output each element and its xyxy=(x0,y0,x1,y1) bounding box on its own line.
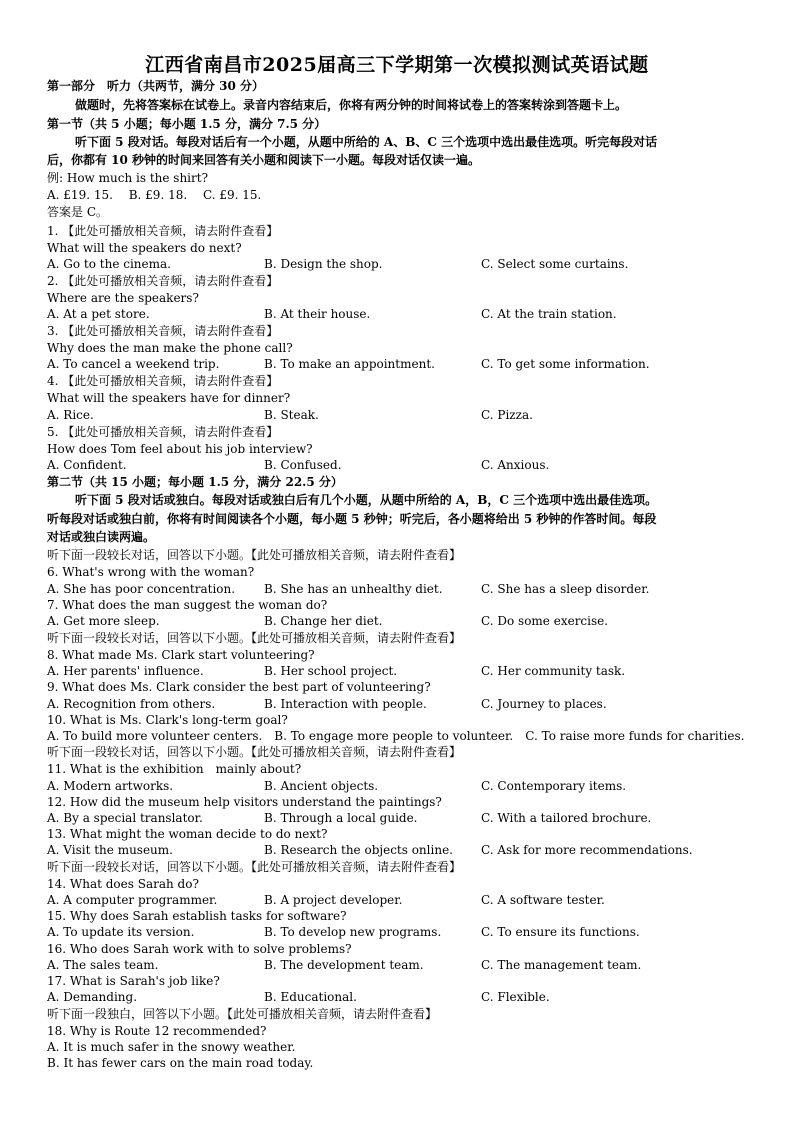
q5-option-c: C. Anxious. xyxy=(481,458,550,472)
q11-option-b: B. Ancient objects. xyxy=(264,779,379,793)
q3-option-a: A. To cancel a weekend trip. xyxy=(47,357,220,371)
q5-audio-line xyxy=(47,424,752,440)
q12-option-b: B. Through a local guide. xyxy=(264,811,418,825)
section1-heading: 第一节（共 5 小题；每小题 1.5 分，满分 7.5 分） xyxy=(47,117,327,131)
q9-option-b: B. Interaction with people. xyxy=(264,697,427,711)
q8-option-c: C. Her community task. xyxy=(481,664,626,678)
q4-option-c: C. Pizza. xyxy=(481,408,533,422)
q9-option-c: C. Journey to places. xyxy=(481,697,607,711)
q2-question: Where are the speakers? xyxy=(47,291,199,305)
audio-note[interactable]: 【此处可播放相关音频，请去附件查看】 xyxy=(62,324,279,338)
q2-option-a: A. At a pet store. xyxy=(47,307,150,321)
q1-option-b: B. Design the shop. xyxy=(264,257,383,271)
q5-number: 5. xyxy=(47,425,59,439)
q18-option-b: B. It has fewer cars on the main road today. xyxy=(47,1056,314,1070)
monologue-prompt[interactable]: 听下面一段独白，回答以下小题。【此处可播放相关音频，请去附件查看】 xyxy=(47,1007,438,1021)
audio-note[interactable]: 【此处可播放相关音频，请去附件查看】 xyxy=(62,374,279,388)
q2-audio-line xyxy=(47,273,752,289)
section1-instruction-2: 后，你都有 10 秒钟的时间来回答有关小题和阅读下一小题。每段对话仅读一遍。 xyxy=(47,153,481,167)
section2-instruction-3: 对话或独白读两遍。 xyxy=(47,530,156,544)
q13-option-c: C. Ask for more recommendations. xyxy=(481,843,693,857)
part1-instruction: 做题时，先将答案标在试卷上。录音内容结束后，你将有两分钟的时间将试卷上的答案转涂到答题卡上。 xyxy=(75,98,628,112)
q15-option-a: A. To update its version. xyxy=(47,925,195,939)
part1-heading: 第一部分 听力（共两节，满分 30 分） xyxy=(47,79,265,93)
q10-options: A. To build more volunteer centers. B. To engage more people to volunteer. C. To raise more funds for charities. xyxy=(47,729,745,743)
q15-question: 15. Why does Sarah establish tasks for software? xyxy=(47,909,347,923)
q1-number: 1. xyxy=(47,224,59,238)
q10-question: 10. What is Ms. Clark's long-term goal? xyxy=(47,713,288,727)
q11-question: 11. What is the exhibition mainly about? xyxy=(47,762,302,776)
q18-option-a: A. It is much safer in the snowy weather. xyxy=(47,1040,296,1054)
q2-number: 2. xyxy=(47,274,59,288)
q15-option-c: C. To ensure its functions. xyxy=(481,925,640,939)
q17-option-b: B. Educational. xyxy=(264,990,357,1004)
q4-question: What will the speakers have for dinner? xyxy=(47,391,291,405)
q12-option-a: A. By a special translator. xyxy=(47,811,203,825)
q12-question: 12. How did the museum help visitors understand the paintings? xyxy=(47,795,442,809)
q7-option-b: B. Change her diet. xyxy=(264,614,383,628)
q6-option-c: C. She has a sleep disorder. xyxy=(481,582,650,596)
q16-question: 16. Who does Sarah work with to solve problems? xyxy=(47,942,352,956)
audio-note[interactable]: 【此处可播放相关音频，请去附件查看】 xyxy=(62,425,279,439)
section2-heading: 第二节（共 15 小题；每小题 1.5 分，满分 22.5 分） xyxy=(47,475,343,489)
q14-option-a: A. A computer programmer. xyxy=(47,893,218,907)
q4-option-b: B. Steak. xyxy=(264,408,319,422)
section2-instruction-2: 听每段对话或独白前，你将有时间阅读各个小题，每小题 5 秒钟；听完后，各小题将给出 5 秒钟的作答时间。每段 xyxy=(47,512,657,526)
section2-instruction-1: 听下面 5 段对话或独白。每段对话或独白后有几个小题，从题中所给的 A，B，C 三个选项中选出最佳选项。 xyxy=(75,493,658,507)
q12-option-c: C. With a tailored brochure. xyxy=(481,811,652,825)
q17-option-a: A. Demanding. xyxy=(47,990,138,1004)
page-title: 江西省南昌市2025届高三下学期第一次模拟测试英语试题 xyxy=(145,54,649,76)
q17-question: 17. What is Sarah's job like? xyxy=(47,974,220,988)
q11-option-a: A. Modern artworks. xyxy=(47,779,174,793)
long-dialogue-prompt[interactable]: 听下面一段较长对话，回答以下小题。【此处可播放相关音频，请去附件查看】 xyxy=(47,745,462,759)
q8-option-a: A. Her parents' influence. xyxy=(47,664,204,678)
q4-option-a: A. Rice. xyxy=(47,408,94,422)
q13-option-b: B. Research the objects online. xyxy=(264,843,453,857)
q16-option-c: C. The management team. xyxy=(481,958,642,972)
q5-question: How does Tom feel about his job interview? xyxy=(47,442,313,456)
long-dialogue-prompt[interactable]: 听下面一段较长对话，回答以下小题。【此处可播放相关音频，请去附件查看】 xyxy=(47,631,462,645)
audio-note[interactable]: 【此处可播放相关音频，请去附件查看】 xyxy=(62,224,279,238)
q7-option-c: C. Do some exercise. xyxy=(481,614,609,628)
q14-question: 14. What does Sarah do? xyxy=(47,877,199,891)
long-dialogue-prompt[interactable]: 听下面一段较长对话，回答以下小题。【此处可播放相关音频，请去附件查看】 xyxy=(47,548,462,562)
q3-question: Why does the man make the phone call? xyxy=(47,341,293,355)
q2-option-c: C. At the train station. xyxy=(481,307,617,321)
q7-question: 7. What does the man suggest the woman do? xyxy=(47,598,328,612)
q16-option-b: B. The development team. xyxy=(264,958,424,972)
q3-number: 3. xyxy=(47,324,59,338)
q18-question: 18. Why is Route 12 recommended? xyxy=(47,1024,267,1038)
q13-question: 13. What might the woman decide to do next? xyxy=(47,827,328,841)
audio-note[interactable]: 【此处可播放相关音频，请去附件查看】 xyxy=(62,274,279,288)
q16-option-a: A. The sales team. xyxy=(47,958,159,972)
q8-question: 8. What made Ms. Clark start volunteering? xyxy=(47,648,315,662)
q1-option-c: C. Select some curtains. xyxy=(481,257,629,271)
example-question: 例: How much is the shirt? xyxy=(47,171,208,185)
q3-audio-line xyxy=(47,323,752,339)
q2-option-b: B. At their house. xyxy=(264,307,371,321)
q6-option-b: B. She has an unhealthy diet. xyxy=(264,582,443,596)
q5-option-b: B. Confused. xyxy=(264,458,342,472)
q5-option-a: A. Confident. xyxy=(47,458,127,472)
q15-option-b: B. To develop new programs. xyxy=(264,925,442,939)
example-options: A. £19. 15. B. £9. 18. C. £9. 15. xyxy=(47,188,262,202)
q11-option-c: C. Contemporary items. xyxy=(481,779,627,793)
q1-audio-line xyxy=(47,223,752,239)
example-answer: 答案是 C。 xyxy=(47,205,108,219)
q3-option-c: C. To get some information. xyxy=(481,357,650,371)
q9-option-a: A. Recognition from others. xyxy=(47,697,216,711)
q7-option-a: A. Get more sleep. xyxy=(47,614,160,628)
q9-question: 9. What does Ms. Clark consider the best part of volunteering? xyxy=(47,680,431,694)
q6-option-a: A. She has poor concentration. xyxy=(47,582,236,596)
q1-question: What will the speakers do next? xyxy=(47,241,242,255)
q4-number: 4. xyxy=(47,374,59,388)
q3-option-b: B. To make an appointment. xyxy=(264,357,435,371)
section1-instruction-1: 听下面 5 段对话。每段对话后有一个小题，从题中所给的 A、B、C 三个选项中选出最佳选项。听完每段对话 xyxy=(75,135,658,149)
long-dialogue-prompt[interactable]: 听下面一段较长对话，回答以下小题。【此处可播放相关音频，请去附件查看】 xyxy=(47,860,462,874)
q1-option-a: A. Go to the cinema. xyxy=(47,257,171,271)
q13-option-a: A. Visit the museum. xyxy=(47,843,173,857)
q14-option-b: B. A project developer. xyxy=(264,893,403,907)
q4-audio-line xyxy=(47,373,752,389)
q14-option-c: C. A software tester. xyxy=(481,893,605,907)
q17-option-c: C. Flexible. xyxy=(481,990,550,1004)
q6-question: 6. What's wrong with the woman? xyxy=(47,565,255,579)
q8-option-b: B. Her school project. xyxy=(264,664,398,678)
